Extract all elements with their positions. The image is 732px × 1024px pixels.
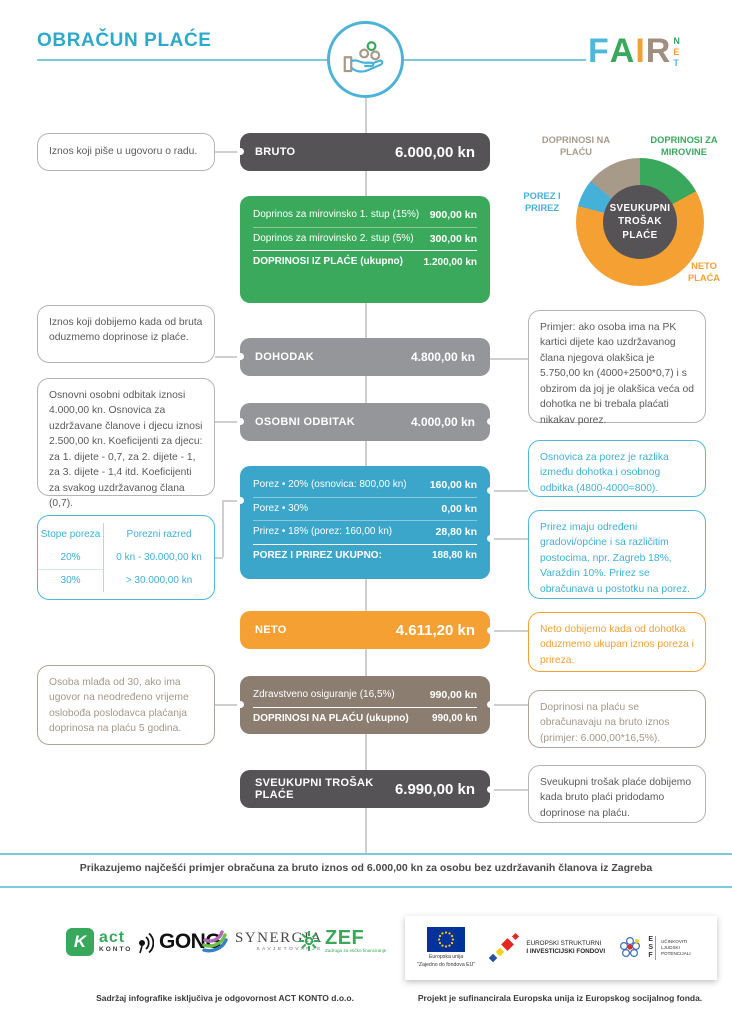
tax-rate-table <box>37 515 215 600</box>
header-line-right <box>404 59 586 61</box>
act-konto-icon: K <box>66 928 94 956</box>
connector-dot <box>487 418 494 425</box>
donut-label-porez-i-prirez: POREZ I PRIREZ <box>523 191 561 214</box>
note-doprinosi: Doprinosi na plaću se obračunavaju na bruto iznos (primjer: 6.000,00*16,5%). <box>528 690 706 748</box>
employer-contributions-box <box>240 676 490 734</box>
cost-donut-chart <box>518 128 732 306</box>
neto-box <box>240 611 490 649</box>
donut-label-doprinosi-na-placu: DOPRINOSI NA PLAĆU <box>541 135 611 158</box>
pension-row-1: Doprinos za mirovinsko 1. stup (15%) 900,00 kn <box>253 204 477 228</box>
neto-value: 4.611,20 kn <box>395 621 475 639</box>
fairnet-letter-r: R <box>645 32 672 70</box>
eu-flag-icon <box>427 927 465 952</box>
connector <box>490 789 528 791</box>
bottom-note: Prikazujemo najčešći primjer obračuna za bruto iznos od 6.000,00 kn za osobu bez uzdržavanih članova iz Zagreba <box>79 862 653 874</box>
fairnet-net: N E T <box>673 36 680 68</box>
synergia-logo: SYNERGIA SAVJETOVANJE <box>200 928 323 956</box>
zef-icon <box>298 930 320 952</box>
neto-label: NETO <box>255 624 287 636</box>
connector-dot <box>237 497 244 504</box>
connector <box>490 538 528 540</box>
esf-logo <box>617 933 705 963</box>
tax-box <box>240 466 490 579</box>
esf-flower-icon <box>617 933 643 963</box>
fairnet-logo <box>588 34 680 68</box>
donut-center-label: SVEUKUPNI TROŠAK PLAĆE <box>603 185 677 259</box>
note-mladi: Osoba mlađa od 30, ako ima ugovor na neodređeno vrijeme oslobođa poslodavca plaćanja doprinosa na plaću 5 godina. <box>37 665 215 745</box>
disclaimer-left: Sadržaj infografike isključiva je odgovornost ACT KONTO d.o.o. <box>96 993 354 1003</box>
tax-table-header-row <box>38 523 214 546</box>
synergia-icon <box>200 928 230 956</box>
connector-dot <box>487 487 494 494</box>
esf-letters: E S F <box>648 936 656 959</box>
osobni-odbitak-label: OSOBNI ODBITAK <box>255 416 355 428</box>
donut-label-doprinosi-za-mirovine: DOPRINOSI ZA MIROVINE <box>650 135 718 158</box>
note-neto: Neto dobijemo kada od dohotka oduzmemo ukupan iznos poreza i prireza. <box>528 612 706 672</box>
tax-table-col2-header: Porezni razred <box>103 523 214 546</box>
connector-dot <box>487 701 494 708</box>
connector <box>490 490 528 492</box>
fairnet-letter-i: I <box>635 32 646 70</box>
tax-row-2: Porez • 30% 0,00 kn <box>253 498 477 522</box>
cost-donut <box>576 158 704 286</box>
tax-row-3: Prirez • 18% (porez: 160,00 kn) 28,80 kn <box>253 526 477 539</box>
note-sveukupno: Sveukupni trošak plaće dobijemo kada bruto plaći pridodamo doprinose na plaću. <box>528 765 706 823</box>
esf-caption: UČINKOVITI LJUDSKI POTENCIJALI <box>660 939 691 956</box>
connector-dot <box>487 535 494 542</box>
bottom-band-line-top <box>0 853 732 855</box>
dohodak-value: 4.800,00 kn <box>410 350 475 364</box>
connector <box>490 704 528 706</box>
dohodak-label: DOHODAK <box>255 351 314 363</box>
tax-table-col1-header: Stope poreza <box>40 528 101 540</box>
tax-row-1: Porez • 20% (osnovica: 800,00 kn) 160,00 kn <box>253 474 477 498</box>
note-primjer: Primjer: ako osoba ima na PK kartici dijete kao uzdržavanog člana njegova olakšica je 5.750,00 kn (4000+2500*0,7) i s obzirom da joj je olakšica veća od dohotka ne bi trebala plaćati nikakav porez. <box>528 310 706 423</box>
total-cost-box <box>240 770 490 808</box>
note-prirez: Prirez imaju određeni gradovi/općine i sa različitim postocima, npr. Zagreb 18%, Varaždin 10%. Prirez se obračunava u postotku na porez. <box>528 510 706 599</box>
total-cost-value: 6.990,00 kn <box>394 780 475 798</box>
pension-total-row: DOPRINOSI IZ PLAĆE (ukupno) 1.200,00 kn <box>253 250 477 274</box>
donut-label-neto-placa: NETO PLAĆA <box>687 261 721 284</box>
dohodak-box <box>240 338 490 376</box>
act-konto-logo: K act KONTO <box>66 928 132 956</box>
connector-dot <box>487 786 494 793</box>
connector-dot <box>237 418 244 425</box>
disclaimer-right: Projekt je sufinancirala Europska unija iz Europskog socijalnog fonda. <box>417 993 703 1003</box>
hand-coins-icon <box>342 38 390 82</box>
employer-row-1: Zdravstveno osiguranje (16,5%) 990,00 kn <box>253 689 477 702</box>
employer-total-row: DOPRINOSI NA PLAĆU (ukupno) 990,00 kn <box>253 707 477 731</box>
osobni-odbitak-box <box>240 403 490 441</box>
bruto-label: BRUTO <box>255 146 296 158</box>
connector <box>215 557 223 559</box>
pension-row-2: Doprinos za mirovinsko 2. stup (5%) 300,00 kn <box>253 232 477 245</box>
bruto-value: 6.000,00 kn <box>394 143 475 161</box>
esif-diamonds-icon <box>487 931 521 965</box>
tax-table-row-2: 30% > 30.000,00 kn <box>38 569 214 592</box>
note-odbitak: Osnovni osobni odbitak iznosi 4.000,00 kn. Osnovica za uzdržavane članove i djecu iznosi 2.500,00 kn. Koeficijenti za djecu: za 1. dijete - 0,7, za 2. dijete - 1, za 3. dijete - 1,4 itd. Koeficijenti za svakog uzdržavanog člana (0,7). <box>37 378 215 496</box>
connector-dot <box>237 148 244 155</box>
note-dohodak: Iznos koji dobijemo kada od bruta oduzmemo doprinose iz plaće. <box>37 305 215 363</box>
hand-coins-badge <box>327 21 404 98</box>
note-bruto: Iznos koji piše u ugovoru o radu. <box>37 133 215 171</box>
eu-funding-banner <box>405 916 717 980</box>
connector <box>490 630 528 632</box>
eu-flag-block: Europska unija "Zajedno do fondova EU" <box>417 927 475 969</box>
esif-logo: EUROPSKI STRUKTURNI I INVESTICIJSKI FONDOVI <box>487 931 605 965</box>
gong-icon <box>138 930 154 954</box>
bottom-band-line-bottom <box>0 886 732 888</box>
fairnet-letter-a: A <box>609 32 636 70</box>
gong-logo: GONG <box>138 930 221 954</box>
tax-total-row: POREZ I PRIREZ UKUPNO: 188,80 kn <box>253 544 477 568</box>
connector <box>222 500 224 557</box>
connector <box>490 358 528 360</box>
osobni-odbitak-value: 4.000,00 kn <box>410 415 475 429</box>
total-cost-label: SVEUKUPNI TROŠAK PLAĆE <box>255 777 374 801</box>
note-osnovica: Osnovica za porez je razlika između dohotka i osobnog odbitka (4800-4000=800). <box>528 440 706 497</box>
header-line-left <box>37 59 327 61</box>
fairnet-letter-f: F <box>588 32 610 70</box>
pension-contributions-box <box>240 196 490 303</box>
connector-dot <box>237 701 244 708</box>
bruto-box <box>240 133 490 171</box>
page-title: OBRAČUN PLAĆE <box>37 30 212 51</box>
zef-logo: ZEF Zadruga za etičko financiranje <box>298 928 386 954</box>
connector-dot <box>237 353 244 360</box>
connector-dot <box>487 627 494 634</box>
tax-table-row-1: 20% 0 kn - 30.000,00 kn <box>38 546 214 569</box>
